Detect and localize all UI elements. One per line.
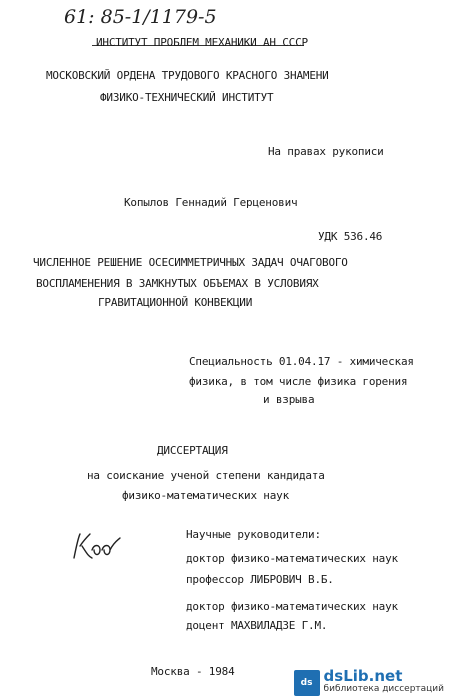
signature: [70, 528, 122, 566]
specialty-line1: Специальность 01.04.17 - химическая: [189, 355, 414, 368]
advisor2-line2: доцент МАХВИЛАДЗЕ Г.М.: [186, 619, 328, 632]
author-name: Копылов Геннадий Герценович: [124, 196, 298, 209]
rights-note: На правах рукописи: [268, 145, 384, 158]
specialty-line3: и взрыва: [263, 393, 315, 406]
advisor1-line1: доктор физико-математических наук: [186, 552, 398, 565]
udk-code: УДК 536.46: [318, 230, 383, 243]
document-type: ДИССЕРТАЦИЯ: [157, 444, 228, 457]
institute-name: ИНСТИТУТ ПРОБЛЕМ МЕХАНИКИ АН СССР: [96, 36, 308, 49]
place-year: Москва - 1984: [151, 665, 235, 678]
institute-2-line2: ФИЗИКО-ТЕХНИЧЕСКИЙ ИНСТИТУТ: [100, 91, 274, 104]
degree-line1: на соискание ученой степени кандидата: [87, 469, 325, 482]
dslib-logo-icon: ds: [294, 670, 320, 696]
advisor2-line1: доктор физико-математических наук: [186, 600, 398, 613]
title-line1: ЧИСЛЕННОЕ РЕШЕНИЕ ОСЕСИММЕТРИЧНЫХ ЗАДАЧ ОЧАГОВОГО: [33, 256, 348, 269]
dslib-watermark: [294, 667, 444, 696]
title-line3: ГРАВИТАЦИОННОЙ КОНВЕКЦИИ: [98, 296, 253, 309]
advisors-label: Научные руководители:: [186, 528, 321, 541]
advisor1-line2: профессор ЛИБРОВИЧ В.Б.: [186, 573, 334, 586]
watermark-subtitle: библиотека диссертаций: [323, 684, 444, 694]
watermark-title: dsLib.net: [323, 667, 403, 685]
specialty-line2: физика, в том числе физика горения: [189, 375, 408, 388]
title-line2: ВОСПЛАМЕНЕНИЯ В ЗАМКНУТЫХ ОБЪЕМАХ В УСЛОВИЯХ: [36, 277, 319, 290]
degree-line2: физико-математических наук: [122, 489, 289, 502]
institute-2-line1: МОСКОВСКИЙ ОРДЕНА ТРУДОВОГО КРАСНОГО ЗНАМЕНИ: [46, 69, 329, 82]
archive-code-handwritten: 61: 85-1/1179-5: [64, 6, 217, 28]
